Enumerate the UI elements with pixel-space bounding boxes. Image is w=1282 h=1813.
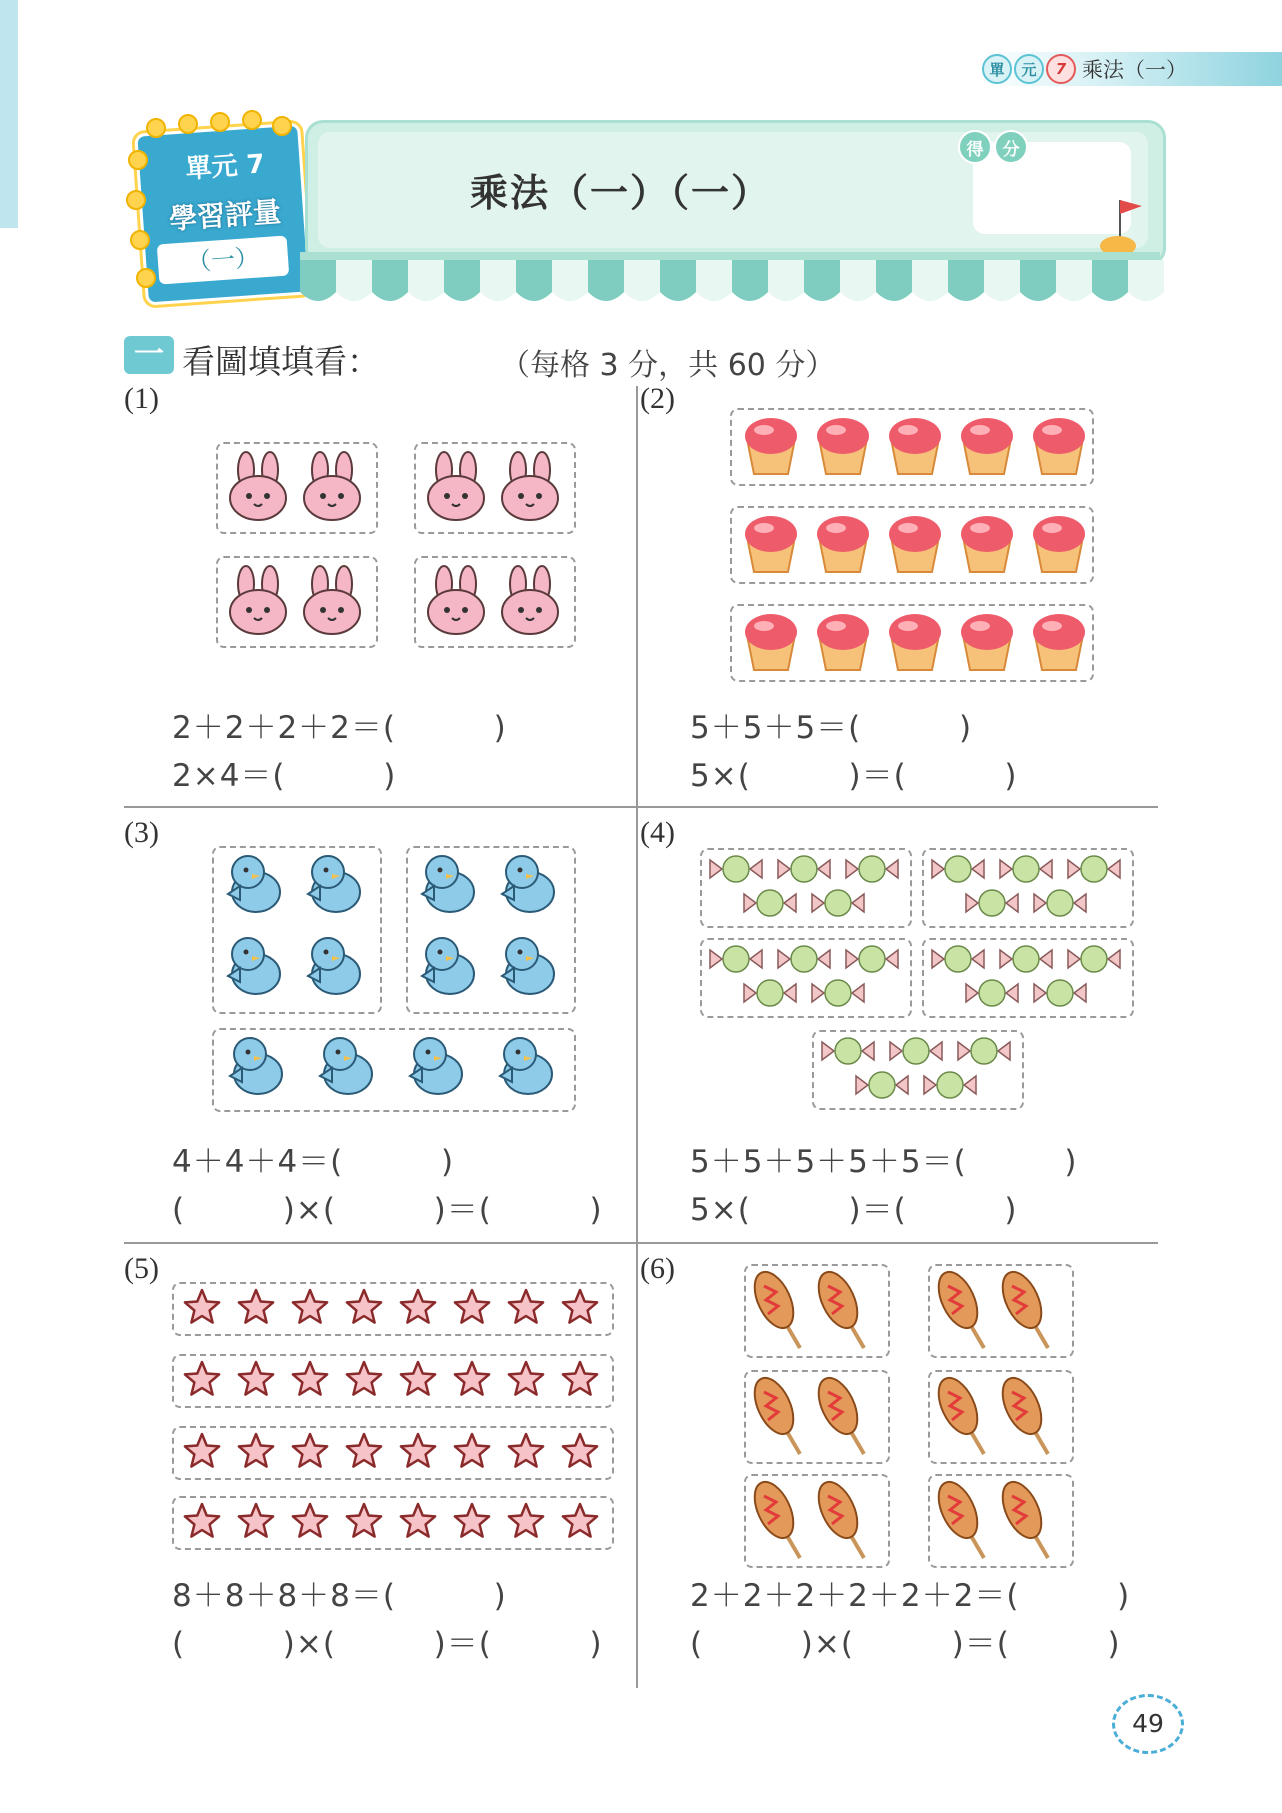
- bird-icon: [412, 850, 482, 922]
- corndog-icon: [750, 1478, 806, 1560]
- problem-label: (3): [124, 816, 159, 849]
- star-icon: [506, 1287, 546, 1327]
- awning-stripe: [660, 260, 696, 301]
- awning-stripe: [840, 260, 876, 301]
- corndog-icon: [998, 1374, 1054, 1456]
- rabbit-icon: [226, 564, 290, 636]
- candy-icon: [810, 978, 866, 1008]
- star-icon: [452, 1501, 492, 1541]
- divider: [124, 806, 1158, 808]
- awning-stripe: [300, 260, 336, 301]
- candy-icon: [998, 944, 1054, 974]
- bulb-icon: [128, 150, 148, 170]
- star-icon: [290, 1359, 330, 1399]
- star-icon: [506, 1501, 546, 1541]
- bulb-icon: [210, 112, 230, 132]
- star-icon: [236, 1431, 276, 1471]
- cupcake-icon: [886, 414, 944, 476]
- corndog-icon: [814, 1268, 870, 1350]
- equation: ( )×( )＝( ): [172, 1626, 603, 1662]
- awning-stripe: [336, 260, 372, 301]
- awning-stripe: [444, 260, 480, 301]
- cupcake-icon: [1030, 512, 1088, 574]
- awning-stripe: [804, 260, 840, 301]
- header-label: [982, 54, 1187, 84]
- star-icon: [344, 1501, 384, 1541]
- candy-icon: [930, 854, 986, 884]
- awning-stripe: [588, 260, 624, 301]
- score-label: [958, 130, 1028, 164]
- badge-subtitle: （一）: [157, 236, 289, 285]
- rabbit-icon: [424, 564, 488, 636]
- corndog-icon: [998, 1268, 1054, 1350]
- corndog-icon: [750, 1268, 806, 1350]
- candy-icon: [776, 854, 832, 884]
- cupcake-icon: [742, 414, 800, 476]
- equation: 2＋2＋2＋2＋2＋2＝( ): [690, 1578, 1131, 1614]
- corndog-icon: [750, 1374, 806, 1456]
- rabbit-icon: [300, 450, 364, 522]
- star-icon: [398, 1359, 438, 1399]
- cupcake-icon: [814, 512, 872, 574]
- page-edge-strip: [0, 0, 18, 228]
- star-icon: [236, 1359, 276, 1399]
- rabbit-icon: [300, 564, 364, 636]
- candy-icon: [998, 854, 1054, 884]
- cupcake-icon: [814, 414, 872, 476]
- corndog-icon: [998, 1478, 1054, 1560]
- candy-icon: [844, 944, 900, 974]
- bulb-icon: [126, 190, 146, 210]
- star-icon: [290, 1287, 330, 1327]
- divider: [124, 1242, 1158, 1244]
- bulb-icon: [242, 110, 262, 130]
- cupcake-icon: [958, 414, 1016, 476]
- candy-icon: [810, 888, 866, 918]
- score-char: 得: [958, 130, 992, 164]
- equation: 8＋8＋8＋8＝( ): [172, 1578, 507, 1614]
- awning-stripe: [552, 260, 588, 301]
- star-icon: [398, 1501, 438, 1541]
- star-icon: [182, 1431, 222, 1471]
- cupcake-icon: [1030, 610, 1088, 672]
- equation: 4＋4＋4＝( ): [172, 1144, 455, 1180]
- badge-title: 學習評量: [168, 195, 283, 236]
- candy-icon: [956, 1036, 1012, 1066]
- candy-icon: [854, 1070, 910, 1100]
- star-icon: [452, 1287, 492, 1327]
- awning-stripe: [1092, 260, 1128, 301]
- awning: [300, 252, 1160, 308]
- cupcake-icon: [886, 610, 944, 672]
- awning-stripe: [516, 260, 552, 301]
- candy-icon: [1066, 944, 1122, 974]
- rabbit-icon: [226, 450, 290, 522]
- equation: ( )×( )＝( ): [172, 1192, 603, 1228]
- section-title: 看圖填填看：: [182, 342, 380, 381]
- page-number: 49: [1132, 1709, 1164, 1738]
- candy-icon: [708, 944, 764, 974]
- awning-stripe: [372, 260, 408, 301]
- awning-stripe: [1056, 260, 1092, 301]
- candy-icon: [1032, 888, 1088, 918]
- equation: 5×( )＝( ): [690, 1192, 1018, 1228]
- equation: 5＋5＋5＝( ): [690, 710, 973, 746]
- star-icon: [290, 1501, 330, 1541]
- cupcake-icon: [814, 610, 872, 672]
- unit-char: 單: [982, 54, 1012, 84]
- bird-icon: [220, 1032, 290, 1104]
- unit-number: 7: [1046, 54, 1076, 84]
- star-icon: [506, 1359, 546, 1399]
- candy-icon: [1066, 854, 1122, 884]
- problem-label: (6): [640, 1252, 675, 1285]
- corndog-icon: [934, 1374, 990, 1456]
- equation: 2＋2＋2＋2＝( ): [172, 710, 507, 746]
- candy-icon: [708, 854, 764, 884]
- awning-stripe: [768, 260, 804, 301]
- candy-icon: [742, 888, 798, 918]
- bird-icon: [412, 932, 482, 1004]
- star-icon: [506, 1431, 546, 1471]
- candy-icon: [888, 1036, 944, 1066]
- corndog-icon: [934, 1478, 990, 1560]
- bird-icon: [490, 1032, 560, 1104]
- bird-icon: [400, 1032, 470, 1104]
- candy-icon: [742, 978, 798, 1008]
- rabbit-icon: [424, 450, 488, 522]
- cupcake-icon: [742, 512, 800, 574]
- awning-stripe: [732, 260, 768, 301]
- candy-icon: [964, 888, 1020, 918]
- star-icon: [182, 1287, 222, 1327]
- awning-stripe: [1020, 260, 1056, 301]
- cupcake-icon: [958, 512, 1016, 574]
- bulb-icon: [178, 114, 198, 134]
- candy-icon: [1032, 978, 1088, 1008]
- header-topic: 乘法（一）: [1082, 58, 1187, 82]
- bird-icon: [298, 932, 368, 1004]
- star-icon: [290, 1431, 330, 1471]
- star-icon: [398, 1287, 438, 1327]
- awning-stripe: [876, 260, 912, 301]
- corndog-icon: [934, 1268, 990, 1350]
- star-icon: [344, 1431, 384, 1471]
- equation: 5＋5＋5＋5＋5＝( ): [690, 1144, 1078, 1180]
- awning-stripe: [912, 260, 948, 301]
- awning-stripe: [480, 260, 516, 301]
- bird-icon: [310, 1032, 380, 1104]
- rabbit-icon: [498, 450, 562, 522]
- page-title: 乘法（一）（一）: [470, 171, 772, 215]
- bird-icon: [492, 850, 562, 922]
- bulb-icon: [146, 118, 166, 138]
- rabbit-icon: [498, 564, 562, 636]
- bird-icon: [492, 932, 562, 1004]
- bulb-icon: [130, 230, 150, 250]
- awning-stripe: [1128, 260, 1164, 301]
- star-icon: [182, 1501, 222, 1541]
- star-icon: [398, 1431, 438, 1471]
- bird-icon: [298, 850, 368, 922]
- star-icon: [560, 1431, 600, 1471]
- bird-icon: [218, 932, 288, 1004]
- star-icon: [236, 1501, 276, 1541]
- awning-stripe: [948, 260, 984, 301]
- star-icon: [344, 1287, 384, 1327]
- unit-char: 元: [1014, 54, 1044, 84]
- section-note: （每格 3 分，共 60 分）: [500, 348, 836, 383]
- candy-icon: [844, 854, 900, 884]
- section-number: 一: [134, 337, 164, 372]
- star-icon: [560, 1359, 600, 1399]
- candy-icon: [930, 944, 986, 974]
- candy-icon: [964, 978, 1020, 1008]
- divider: [636, 386, 638, 1688]
- equation: ( )×( )＝( ): [690, 1626, 1121, 1662]
- problem-label: (2): [640, 382, 675, 415]
- badge-unit: 單元 7: [184, 149, 266, 185]
- star-icon: [560, 1287, 600, 1327]
- star-icon: [560, 1501, 600, 1541]
- equation: 2×4＝( ): [172, 758, 397, 794]
- star-icon: [452, 1359, 492, 1399]
- awning-stripe: [624, 260, 660, 301]
- candy-icon: [820, 1036, 876, 1066]
- cupcake-icon: [1030, 414, 1088, 476]
- star-icon: [452, 1431, 492, 1471]
- cupcake-icon: [886, 512, 944, 574]
- candy-icon: [776, 944, 832, 974]
- problem-label: (1): [124, 382, 159, 415]
- corndog-icon: [814, 1478, 870, 1560]
- cupcake-icon: [958, 610, 1016, 672]
- bird-icon: [218, 850, 288, 922]
- score-char: 分: [994, 130, 1028, 164]
- problem-label: (4): [640, 816, 675, 849]
- bulb-icon: [136, 268, 156, 288]
- corndog-icon: [814, 1374, 870, 1456]
- star-icon: [344, 1359, 384, 1399]
- star-icon: [236, 1287, 276, 1327]
- problem-label: (5): [124, 1252, 159, 1285]
- awning-stripe: [408, 260, 444, 301]
- cupcake-icon: [742, 610, 800, 672]
- bulb-icon: [272, 116, 292, 136]
- equation: 5×( )＝( ): [690, 758, 1018, 794]
- awning-stripe: [984, 260, 1020, 301]
- candy-icon: [922, 1070, 978, 1100]
- awning-stripe: [696, 260, 732, 301]
- star-icon: [182, 1359, 222, 1399]
